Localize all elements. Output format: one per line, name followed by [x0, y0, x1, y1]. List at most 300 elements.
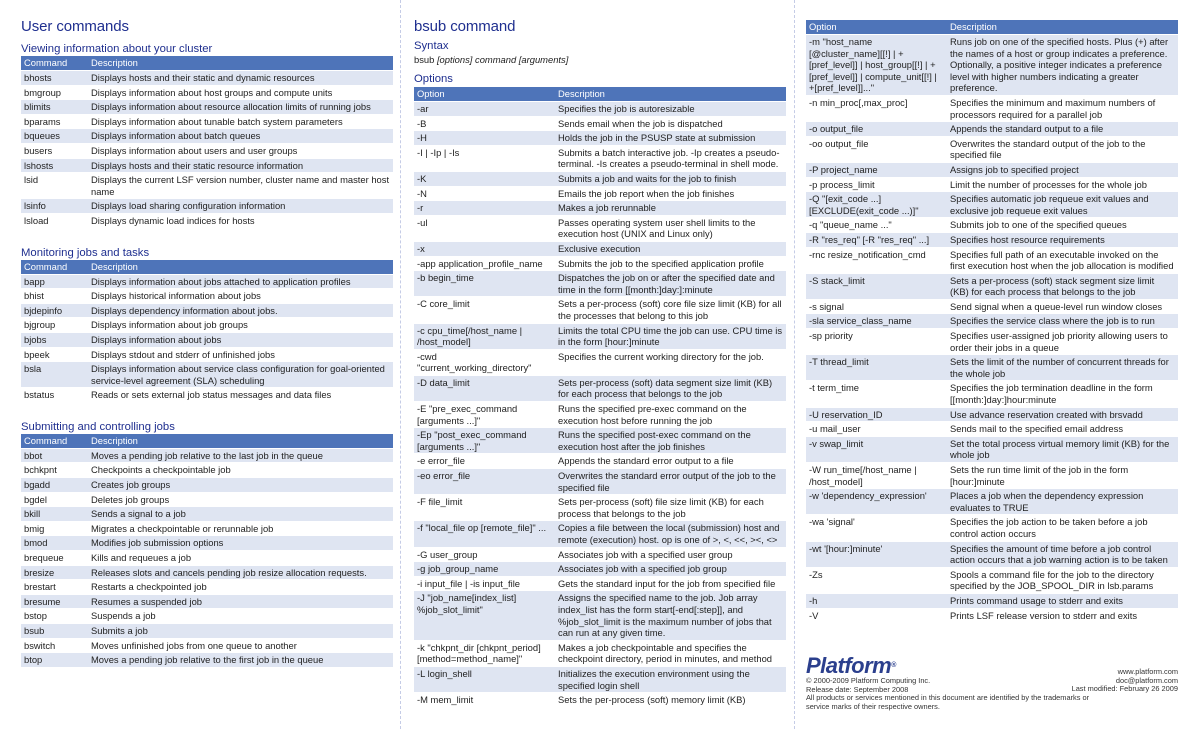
- table-row: [414, 640, 786, 666]
- option-flag: -E "pre_exec_command [arguments ...]": [414, 402, 555, 428]
- option-flag: -k "chkpnt_dir [chkpnt_period] [method=method_name]": [414, 640, 555, 666]
- command-name: bmig: [21, 521, 88, 536]
- table-row: [806, 422, 1178, 437]
- table-row: [414, 547, 786, 562]
- table-row: [806, 329, 1178, 355]
- option-description: Appends the standard error output to a file: [555, 454, 786, 469]
- option-flag: -W run_time[/host_name | /host_model]: [806, 463, 947, 489]
- section-heading: Monitoring jobs and tasks: [21, 246, 150, 259]
- trademark-notice: All products or services mentioned in this document are identified by the trademarks or service marks of their respective owners.: [806, 693, 1090, 711]
- table-row: [806, 463, 1178, 489]
- option-flag: -o output_file: [806, 122, 947, 137]
- table-row: [806, 314, 1178, 329]
- option-flag: -B: [414, 116, 555, 131]
- option-description: Specifies the job action to be taken before a job control action occurs: [947, 515, 1178, 541]
- command-name: bjdepinfo: [21, 303, 88, 318]
- option-description: Submits a batch interactive job. -Ip creates a pseudo-terminal. -Is creates a pseudo-terminal in shell mode.: [555, 145, 786, 171]
- website-link[interactable]: www.platform.com: [1117, 667, 1178, 676]
- command-description: Displays hosts and their static resource information: [88, 158, 393, 173]
- command-name: bbot: [21, 448, 88, 463]
- option-flag: -M mem_limit: [414, 693, 555, 708]
- bsub-options-table: [414, 87, 786, 708]
- table-row: [806, 515, 1178, 541]
- bsub-title: bsub command: [414, 18, 516, 35]
- command-description: Displays stdout and stderr of unfinished jobs: [88, 347, 393, 362]
- command-name: lsload: [21, 213, 88, 228]
- table-row: [806, 95, 1178, 121]
- option-flag: -wt '[hour:]minute': [806, 541, 947, 567]
- syntax-line: [414, 54, 786, 66]
- option-flag: -T thread_limit: [806, 355, 947, 381]
- table-row: [414, 215, 786, 241]
- platform-logo: Platform®: [806, 653, 896, 678]
- table-row: [414, 297, 786, 323]
- table-row: [414, 562, 786, 577]
- option-description: Appends the standard output to a file: [947, 122, 1178, 137]
- option-description: Emails the job report when the job finishes: [555, 186, 786, 201]
- fold-line: [794, 0, 795, 729]
- command-table: [21, 56, 393, 229]
- option-flag: -cwd "current_working_directory": [414, 349, 555, 375]
- option-flag: -n min_proc[,max_proc]: [806, 95, 947, 121]
- table-row: [414, 454, 786, 469]
- command-description: Checkpoints a checkpointable job: [88, 463, 393, 478]
- option-flag: -R "res_req" [-R "res_req" ...]: [806, 232, 947, 247]
- option-flag: -K: [414, 171, 555, 186]
- command-name: bapp: [21, 274, 88, 289]
- table-row: [21, 653, 393, 668]
- table-row: [21, 100, 393, 115]
- option-description: Specifies automatic job requeue exit values and exclusive job requeue exit values: [947, 192, 1178, 218]
- option-flag: -p process_limit: [806, 177, 947, 192]
- table-row: [414, 349, 786, 375]
- table-row: [21, 289, 393, 304]
- bsub-options-continued-column: [806, 0, 1178, 623]
- command-description: Migrates a checkpointable or rerunnable job: [88, 521, 393, 536]
- option-description: Sets the per-process (soft) memory limit (KB): [555, 693, 786, 708]
- table-row: [21, 565, 393, 580]
- command-description: Displays information about tunable batch system parameters: [88, 114, 393, 129]
- option-description: Specifies full path of an executable invoked on the first execution host when the job allocation is modified: [947, 247, 1178, 273]
- command-name: busers: [21, 143, 88, 158]
- command-name: bsub: [21, 624, 88, 639]
- command-description: Displays information about resource allocation limits of running jobs: [88, 100, 393, 115]
- option-description: Makes a job rerunnable: [555, 201, 786, 216]
- command-name: blimits: [21, 100, 88, 115]
- option-flag: -D data_limit: [414, 375, 555, 401]
- command-name: bqueues: [21, 129, 88, 144]
- command-description: Kills and requeues a job: [88, 551, 393, 566]
- table-row: [21, 199, 393, 214]
- table-row: [21, 347, 393, 362]
- command-name: lsinfo: [21, 199, 88, 214]
- option-flag: -N: [414, 186, 555, 201]
- table-row: [21, 551, 393, 566]
- option-description: Prints command usage to stderr and exits: [947, 593, 1178, 608]
- table-row: [21, 580, 393, 595]
- table-row: [414, 469, 786, 495]
- table-row: [21, 492, 393, 507]
- command-description: Displays information about users and user groups: [88, 143, 393, 158]
- table-row: [806, 35, 1178, 96]
- table-row: [414, 145, 786, 171]
- email-link[interactable]: doc@platform.com: [1115, 675, 1178, 685]
- command-description: Displays dynamic load indices for hosts: [88, 213, 393, 228]
- command-name: bstatus: [21, 388, 88, 403]
- footer-left: [806, 655, 930, 694]
- option-flag: -V: [806, 608, 947, 623]
- table-row: [414, 521, 786, 547]
- last-modified: Last modified: February 26 2009: [1071, 684, 1178, 694]
- column-header: Command: [21, 260, 88, 275]
- syntax-cmd: bsub: [414, 54, 435, 65]
- table-row: [414, 171, 786, 186]
- syntax-args: [arguments]: [518, 54, 569, 65]
- option-flag: -h: [806, 593, 947, 608]
- option-description: Specifies the job termination deadline in the form [[month:]day:]hour:minute: [947, 381, 1178, 407]
- option-flag: -app application_profile_name: [414, 256, 555, 271]
- command-description: Creates job groups: [88, 478, 393, 493]
- table-row: [21, 507, 393, 522]
- table-row: [414, 102, 786, 117]
- option-description: Specifies the amount of time before a job control action occurs that a job warning action is to be taken: [947, 541, 1178, 567]
- table-row: [21, 303, 393, 318]
- user-commands-column: [21, 0, 393, 668]
- option-description: Holds the job in the PSUSP state at submission: [555, 131, 786, 146]
- release-date: Release date: September 2008: [806, 684, 909, 694]
- command-name: brequeue: [21, 551, 88, 566]
- command-name: bhosts: [21, 71, 88, 86]
- command-name: btop: [21, 653, 88, 668]
- option-description: Sets a per-process (soft) core file size limit (KB) for all the processes that belong to this job: [555, 297, 786, 323]
- option-flag: -wa 'signal': [806, 515, 947, 541]
- table-row: [21, 318, 393, 333]
- table-row: [21, 332, 393, 347]
- option-flag: -c cpu_time[/host_name | /host_model]: [414, 323, 555, 349]
- command-name: lshosts: [21, 158, 88, 173]
- bsub-options-table-continued: [806, 20, 1178, 623]
- table-row: [21, 478, 393, 493]
- option-description: Associates job with a specified user group: [555, 547, 786, 562]
- command-name: bresume: [21, 594, 88, 609]
- option-description: Runs the specified pre-exec command on the execution host before running the job: [555, 402, 786, 428]
- table-row: [21, 388, 393, 403]
- option-description: Sets the run time limit of the job in the form [hour:]minute: [947, 463, 1178, 489]
- table-row: [21, 173, 393, 199]
- table-row: [414, 495, 786, 521]
- table-row: [414, 402, 786, 428]
- command-name: bgadd: [21, 478, 88, 493]
- table-row: [414, 591, 786, 640]
- table-row: [21, 274, 393, 289]
- section-heading: Viewing information about your cluster: [21, 43, 213, 55]
- table-row: [414, 428, 786, 454]
- option-description: Overwrites the standard error output of the job to the specified file: [555, 469, 786, 495]
- option-flag: -H: [414, 131, 555, 146]
- table-row: [21, 213, 393, 228]
- table-row: [414, 576, 786, 591]
- command-name: brestart: [21, 580, 88, 595]
- command-name: bhist: [21, 289, 88, 304]
- option-description: Use advance reservation created with brsvadd: [947, 407, 1178, 422]
- option-description: Submits a job and waits for the job to finish: [555, 171, 786, 186]
- command-description: Displays dependency information about jobs.: [88, 303, 393, 318]
- table-row: [806, 162, 1178, 177]
- option-flag: -q "queue_name ...": [806, 218, 947, 233]
- command-description: Moves a pending job relative to the last job in the queue: [88, 448, 393, 463]
- command-name: bresize: [21, 565, 88, 580]
- command-name: bkill: [21, 507, 88, 522]
- option-description: Specifies the current working directory for the job.: [555, 349, 786, 375]
- option-flag: -ul: [414, 215, 555, 241]
- option-flag: -Q "[exit_code ...] [EXCLUDE(exit_code ...)]": [806, 192, 947, 218]
- command-description: Displays information about service class configuration for goal-oriented service-level agreement (SLA) scheduling: [88, 362, 393, 388]
- command-description: Sends a signal to a job: [88, 507, 393, 522]
- table-row: [21, 609, 393, 624]
- table-row: [806, 541, 1178, 567]
- option-description: Submits job to one of the specified queues: [947, 218, 1178, 233]
- option-flag: -oo output_file: [806, 136, 947, 162]
- option-flag: -S stack_limit: [806, 273, 947, 299]
- command-name: bsla: [21, 362, 88, 388]
- option-flag: -J "job_name[index_list] %job_slot_limit": [414, 591, 555, 640]
- table-row: [414, 241, 786, 256]
- option-flag: -m "host_name [@cluster_name][[!] | +[pref_level]] | host_group[[!] | +[pref_level]] | compute_unit[[!] | +[pref_level]]...": [806, 35, 947, 96]
- table-row: [414, 186, 786, 201]
- bsub-column: [414, 0, 786, 708]
- table-row: [806, 192, 1178, 218]
- table-row: [21, 85, 393, 100]
- option-flag: -I | -Ip | -Is: [414, 145, 555, 171]
- option-flag: -b begin_time: [414, 271, 555, 297]
- option-description: Submits the job to the specified application profile: [555, 256, 786, 271]
- footer-right: [1072, 655, 1178, 694]
- option-description: Specifies the job is autoresizable: [555, 102, 786, 117]
- option-flag: -i input_file | -is input_file: [414, 576, 555, 591]
- section-heading: Submitting and controlling jobs: [21, 420, 175, 433]
- option-description: Sets per-process (soft) file size limit (KB) for each process that belongs to the job: [555, 495, 786, 521]
- table-row: [21, 624, 393, 639]
- option-description: Dispatches the job on or after the specified date and time in the form [[month:]day:]:minute: [555, 271, 786, 297]
- option-flag: -Ep "post_exec_command [arguments ...]": [414, 428, 555, 454]
- option-description: Send signal when a queue-level run window closes: [947, 299, 1178, 314]
- column-header: Option: [414, 87, 555, 102]
- option-description: Sets per-process (soft) data segment size limit (KB) for each process that belongs to the job: [555, 375, 786, 401]
- option-description: Sets the limit of the number of concurrent threads for the whole job: [947, 355, 1178, 381]
- option-description: Gets the standard input for the job from specified file: [555, 576, 786, 591]
- command-name: bjgroup: [21, 318, 88, 333]
- table-row: [806, 218, 1178, 233]
- table-row: [414, 693, 786, 708]
- column-header: Description: [555, 87, 786, 102]
- table-row: [21, 114, 393, 129]
- copyright: © 2000-2009 Platform Computing Inc.: [806, 676, 931, 685]
- option-description: Assigns job to specified project: [947, 162, 1178, 177]
- table-row: [414, 666, 786, 692]
- table-row: [414, 375, 786, 401]
- command-description: Moves unfinished jobs from one queue to another: [88, 638, 393, 653]
- option-flag: -u mail_user: [806, 422, 947, 437]
- option-flag: -rnc resize_notification_cmd: [806, 247, 947, 273]
- table-row: [806, 355, 1178, 381]
- option-description: Associates job with a specified job group: [555, 562, 786, 577]
- option-description: Initializes the execution environment using the specified login shell: [555, 666, 786, 692]
- table-row: [806, 489, 1178, 515]
- table-row: [806, 177, 1178, 192]
- syntax-heading: Syntax: [414, 40, 449, 52]
- command-description: Suspends a job: [88, 609, 393, 624]
- option-flag: -eo error_file: [414, 469, 555, 495]
- table-row: [806, 608, 1178, 623]
- command-description: Resumes a suspended job: [88, 594, 393, 609]
- option-description: Specifies the minimum and maximum numbers of processors required for a parallel job: [947, 95, 1178, 121]
- table-row: [21, 594, 393, 609]
- command-name: bgdel: [21, 492, 88, 507]
- option-description: Sends mail to the specified email address: [947, 422, 1178, 437]
- option-description: Makes a job checkpointable and specifies the checkpoint directory, period in minutes, and method: [555, 640, 786, 666]
- column-header: Description: [947, 20, 1178, 35]
- option-flag: -v swap_limit: [806, 436, 947, 462]
- option-description: Limits the total CPU time the job can use. CPU time is in the form [hour:]minute: [555, 323, 786, 349]
- fold-line: [400, 0, 401, 729]
- option-flag: -t term_time: [806, 381, 947, 407]
- command-description: Displays historical information about jobs: [88, 289, 393, 304]
- command-name: bmod: [21, 536, 88, 551]
- syntax-options: [options]: [436, 54, 473, 65]
- command-name: bjobs: [21, 332, 88, 347]
- option-description: Limit the number of processes for the whole job: [947, 177, 1178, 192]
- command-name: bstop: [21, 609, 88, 624]
- table-row: [414, 201, 786, 216]
- command-name: bparams: [21, 114, 88, 129]
- option-flag: -sla service_class_name: [806, 314, 947, 329]
- table-row: [21, 463, 393, 478]
- table-row: [21, 521, 393, 536]
- table-row: [414, 271, 786, 297]
- option-flag: -sp priority: [806, 329, 947, 355]
- option-flag: -ar: [414, 102, 555, 117]
- option-description: Sends email when the job is dispatched: [555, 116, 786, 131]
- table-row: [806, 232, 1178, 247]
- option-flag: -C core_limit: [414, 297, 555, 323]
- user-commands-title: User commands: [21, 18, 129, 35]
- table-row: [21, 638, 393, 653]
- option-flag: -g job_group_name: [414, 562, 555, 577]
- option-description: Sets a per-process (soft) stack segment size limit (KB) for each process that belongs to the job: [947, 273, 1178, 299]
- command-description: Reads or sets external job status messages and data files: [88, 388, 393, 403]
- table-row: [414, 256, 786, 271]
- table-row: [806, 381, 1178, 407]
- option-description: Places a job when the dependency expression evaluates to TRUE: [947, 489, 1178, 515]
- option-description: Specifies the service class where the job is to run: [947, 314, 1178, 329]
- command-description: Releases slots and cancels pending job resize allocation requests.: [88, 565, 393, 580]
- command-table: [21, 260, 393, 403]
- option-description: Prints LSF release version to stderr and exits: [947, 608, 1178, 623]
- column-header: Option: [806, 20, 947, 35]
- option-description: Copies a file between the local (submission) host and remote (execution) host. op is one of >, <, <<, ><, <>: [555, 521, 786, 547]
- command-description: Modifies job submission options: [88, 536, 393, 551]
- command-description: Displays hosts and their static and dynamic resources: [88, 71, 393, 86]
- command-description: Displays the current LSF version number, cluster name and master host name: [88, 173, 393, 199]
- table-row: [806, 247, 1178, 273]
- option-description: Runs the specified post-exec command on the execution host after the job finishes: [555, 428, 786, 454]
- command-name: bmgroup: [21, 85, 88, 100]
- table-row: [806, 122, 1178, 137]
- table-row: [806, 273, 1178, 299]
- option-description: Set the total process virtual memory limit (KB) for the whole job: [947, 436, 1178, 462]
- column-header: Description: [88, 260, 393, 275]
- option-description: Spools a command file for the job to the directory specified by the JOB_SPOOL_DIR in lsb.params: [947, 567, 1178, 593]
- option-description: Specifies user-assigned job priority allowing users to order their jobs in a queue: [947, 329, 1178, 355]
- command-description: Displays information about host groups and compute units: [88, 85, 393, 100]
- table-row: [806, 593, 1178, 608]
- option-flag: -F file_limit: [414, 495, 555, 521]
- command-name: bpeek: [21, 347, 88, 362]
- command-name: bchkpnt: [21, 463, 88, 478]
- command-description: Moves a pending job relative to the first job in the queue: [88, 653, 393, 668]
- table-row: [806, 299, 1178, 314]
- table-row: [21, 158, 393, 173]
- footer: [806, 655, 1178, 711]
- command-description: Displays information about jobs attached to application profiles: [88, 274, 393, 289]
- option-description: Runs job on one of the specified hosts. Plus (+) after the names of a host or group indicates a preference. Optionally, a positive integer indicates a preference level with higher numbers indicating a greater preference.: [947, 35, 1178, 96]
- column-header: Description: [88, 56, 393, 71]
- options-heading: Options: [414, 73, 453, 85]
- option-description: Specifies host resource requirements: [947, 232, 1178, 247]
- option-description: Exclusive execution: [555, 241, 786, 256]
- option-flag: -P project_name: [806, 162, 947, 177]
- table-row: [806, 407, 1178, 422]
- table-row: [414, 131, 786, 146]
- table-row: [21, 362, 393, 388]
- command-description: Displays information about jobs: [88, 332, 393, 347]
- option-description: Passes operating system user shell limits to the execution host (UNIX and Linux only): [555, 215, 786, 241]
- command-description: Restarts a checkpointed job: [88, 580, 393, 595]
- option-flag: -U reservation_ID: [806, 407, 947, 422]
- command-name: lsid: [21, 173, 88, 199]
- option-flag: -Zs: [806, 567, 947, 593]
- option-flag: -x: [414, 241, 555, 256]
- option-description: Overwrites the standard output of the job to the specified file: [947, 136, 1178, 162]
- syntax-command: command: [475, 54, 517, 65]
- option-flag: -f "local_file op [remote_file]" ...: [414, 521, 555, 547]
- column-header: Command: [21, 56, 88, 71]
- column-header: Command: [21, 434, 88, 449]
- command-description: Submits a job: [88, 624, 393, 639]
- table-row: [21, 129, 393, 144]
- table-row: [21, 536, 393, 551]
- option-flag: -r: [414, 201, 555, 216]
- table-row: [21, 71, 393, 86]
- table-row: [21, 143, 393, 158]
- option-flag: -s signal: [806, 299, 947, 314]
- command-table: [21, 434, 393, 668]
- option-flag: -L login_shell: [414, 666, 555, 692]
- table-row: [806, 136, 1178, 162]
- command-description: Deletes job groups: [88, 492, 393, 507]
- command-name: bswitch: [21, 638, 88, 653]
- table-row: [21, 448, 393, 463]
- table-row: [414, 116, 786, 131]
- column-header: Description: [88, 434, 393, 449]
- command-description: Displays information about batch queues: [88, 129, 393, 144]
- table-row: [806, 567, 1178, 593]
- option-flag: -w 'dependency_expression': [806, 489, 947, 515]
- option-flag: -e error_file: [414, 454, 555, 469]
- command-description: Displays load sharing configuration information: [88, 199, 393, 214]
- command-description: Displays information about job groups: [88, 318, 393, 333]
- table-row: [806, 436, 1178, 462]
